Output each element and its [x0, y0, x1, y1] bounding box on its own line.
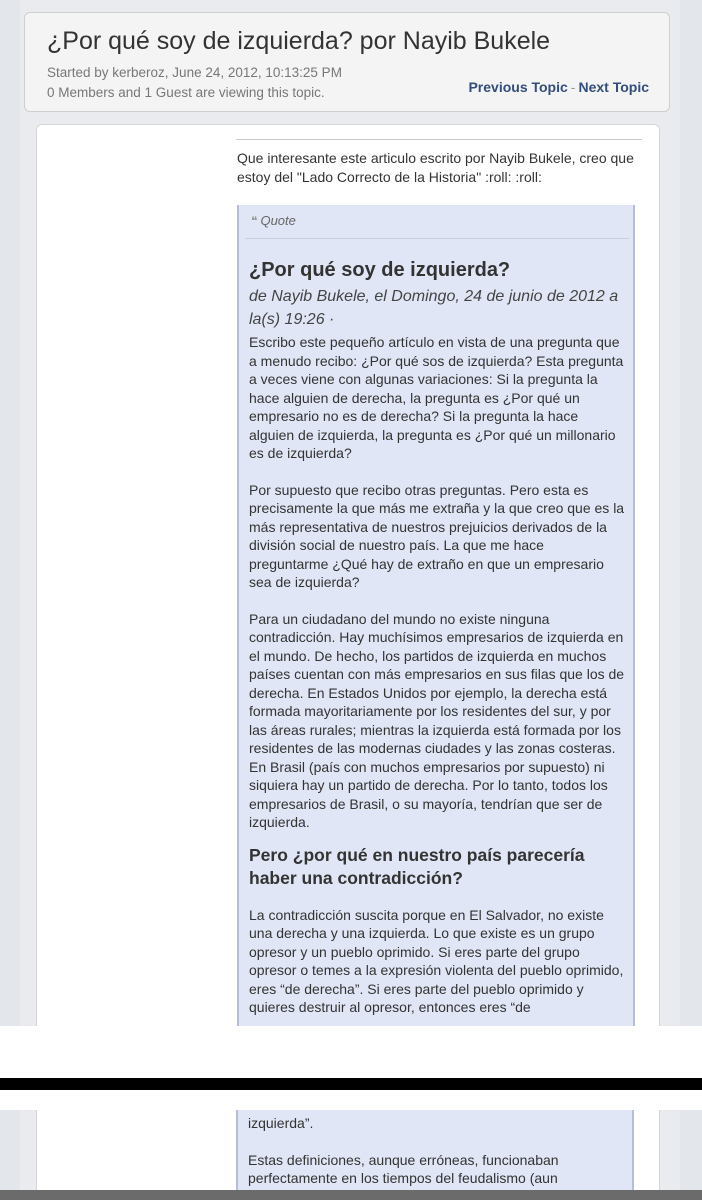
quote-label: Quote: [260, 213, 296, 228]
article-paragraph: Escribo este pequeño artículo en vista de una pregunta que a menudo recibo: ¿Por qué sos de izquierda? Esta pregunta a veces viene con algunas variaciones: Si la pregunta la hace alguien de derecha, la pregunta es ¿Por qué un empresario no es de derecha? Si la pregunta la hace alguien de izquierda, la pregunta es ¿Por qué un millonario es de izquierda?: [249, 334, 624, 461]
screenshot-separator-bar: [0, 1078, 702, 1090]
bottom-shadow: [0, 1190, 702, 1200]
article-paragraph: La contradicción suscita porque en El Salvador, no existe una derecha y una izquierda. Lo que existe es un grupo opresor y un pueblo oprimido. Si eres parte del grupo opresor o temes a la expresión violenta del pueblo oprimido, eres “de derecha”. Si eres parte del pueblo oprimido y quieres destruir al opresor, entonces eres “de: [249, 906, 624, 1015]
quote-body-continued: [248, 1114, 624, 1200]
next-topic-link[interactable]: Next Topic: [578, 79, 649, 95]
topic-title: ¿Por qué soy de izquierda? por Nayib Bukele: [47, 27, 551, 55]
article-paragraph: Para un ciudadano del mundo no existe ninguna contradicción. Hay muchísimos empresarios de izquierda en el mundo. De hecho, los partidos de izquierda en muchos países cuentan con más empresarios en sus filas que los de derecha. En Estados Unidos por ejemplo, la derecha está formada mayoritariamente por los residentes del sur, y por las áreas rurales; mientras la izquierda está formada por los residentes de las modernas ciudades y las zonas costeras. En Brasil (país con muchos empresarios por supuesto) ni siquiera hay un partido de derecha. Por lo tanto, todos los empresarios de Brasil, o su mayoría, tendrían que ser de izquierda.: [249, 610, 625, 830]
forum-page-continued: [0, 1090, 702, 1200]
right-gutter: [680, 0, 702, 1026]
previous-topic-link[interactable]: Previous Topic: [468, 79, 568, 95]
quote-body: [249, 257, 625, 1026]
quote-block-continued: [236, 1110, 634, 1200]
quote-divider: [245, 238, 629, 239]
left-gutter: [0, 0, 20, 1026]
post-divider: [236, 139, 642, 140]
article-byline: de Nayib Bukele, el Domingo, 24 de junio de 2012 a la(s) 19:26 ·: [249, 288, 619, 328]
article-paragraph: Por supuesto que recibo otras preguntas. Pero esta es precisamente la que más me extraña y la que creo que es la más representativa de nuestros prejuicios derivados de la división social de nuestro país. La que me hace preguntarme ¿Qué hay de extraño en que un empresario sea de izquierda?: [249, 481, 625, 590]
quote-icon: ❝: [251, 214, 258, 228]
topic-header: [24, 12, 670, 112]
nav-separator: -: [570, 79, 576, 95]
article-title: ¿Por qué soy de izquierda?: [249, 259, 511, 281]
right-gutter: [680, 1110, 702, 1200]
topic-started-by: Started by kerberoz, June 24, 2012, 10:13:25 PM: [47, 65, 342, 80]
topic-viewers: 0 Members and 1 Guest are viewing this topic.: [47, 85, 325, 100]
post-container: [36, 124, 660, 1026]
screenshot-gap: [0, 1026, 702, 1078]
quote-header: [251, 213, 296, 228]
quote-block: [237, 205, 635, 1026]
post-intro-text: Que interesante este articulo escrito por Nayib Bukele, creo que estoy del "Lado Correcto de la Historia" :roll: :roll:: [237, 150, 634, 185]
topic-navigation: [468, 79, 649, 95]
article-paragraph: Estas definiciones, aunque erróneas, funcionaban perfectamente en los tiempos del feudalismo (aun: [248, 1151, 559, 1186]
left-gutter: [0, 1110, 20, 1200]
article-paragraph: izquierda”.: [248, 1115, 314, 1131]
article-subheading: Pero ¿por qué en nuestro país parecería haber una contradicción?: [249, 844, 585, 888]
